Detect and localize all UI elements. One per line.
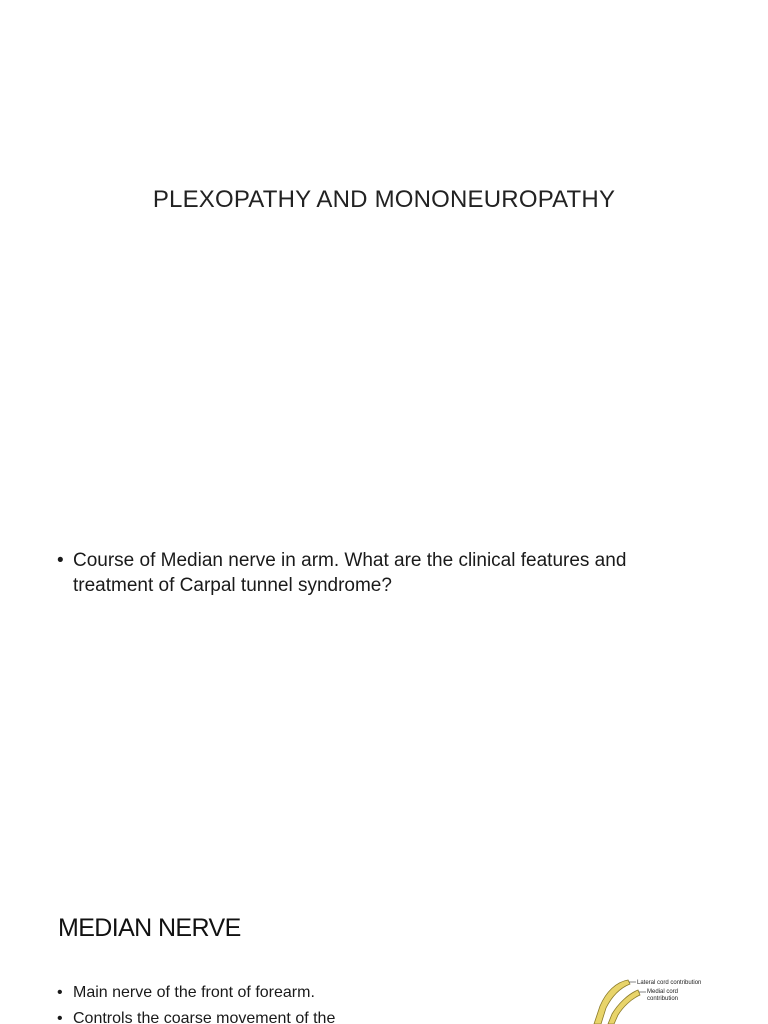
bullet-text: Main nerve of the front of forearm. xyxy=(73,984,315,1001)
median-nerve-slide xyxy=(0,864,768,1024)
section-heading: MEDIAN NERVE xyxy=(58,914,241,942)
bullet-list xyxy=(57,980,487,1024)
list-item xyxy=(57,1006,487,1024)
nerve-diagram-svg xyxy=(488,974,718,1024)
lateral-cord-label: Lateral cord contribution xyxy=(637,980,702,986)
question-slide xyxy=(0,432,768,864)
list-item xyxy=(57,548,707,598)
bullet-icon: • xyxy=(57,1010,63,1024)
bullet-text: Course of Median nerve in arm. What are the clinical features and treatment of Carpal tunnel syndrome? xyxy=(73,550,627,596)
title-slide xyxy=(0,0,768,432)
bullet-text: Controls the coarse movement of the xyxy=(73,1010,336,1024)
bullet-icon: • xyxy=(57,550,64,571)
bullet-list xyxy=(57,548,707,598)
bullet-icon: • xyxy=(57,984,63,1001)
slide-title: PLEXOPATHY AND MONONEUROPATHY xyxy=(152,186,616,213)
list-item xyxy=(57,980,487,1006)
medial-cord-label-line2: contribution xyxy=(647,996,679,1002)
nerve-illustration xyxy=(488,974,718,1024)
medial-cord-label: Medial cord xyxy=(647,989,679,995)
